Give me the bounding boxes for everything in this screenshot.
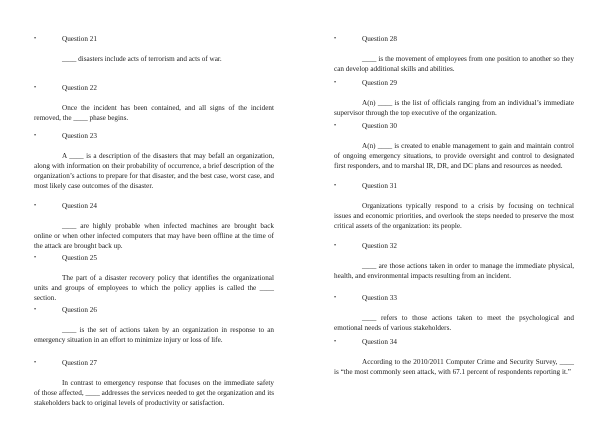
- question-label: Question 34: [362, 338, 397, 346]
- question-item: [34, 358, 274, 408]
- question-text: According to the 2010/2011 Computer Crime and Security Survey, ____ is “the most commonly seen attack, with 67.1 percent of respondents reporting it.”: [334, 358, 574, 376]
- question-item: [34, 253, 274, 305]
- question-label: Question 31: [362, 182, 397, 190]
- question-label: Question 32: [362, 242, 397, 250]
- question-item: [34, 131, 274, 201]
- question-text: ____ are those actions taken in order to manage the immediate physical, health, and environmental impacts resulting from an incident.: [334, 262, 574, 280]
- question-item: [34, 34, 274, 83]
- question-text: ____ refers to those actions taken to meet the psychological and emotional needs of various stakeholders.: [334, 314, 574, 332]
- question-item: [334, 181, 574, 241]
- question-text: A(n) ____ is the list of officials ranging from an individual’s immediate supervisor through the top executive of the organization.: [334, 99, 574, 117]
- question-label: Question 23: [62, 132, 97, 140]
- question-item: [34, 201, 274, 253]
- question-text: ____ disasters include acts of terrorism and acts of war.: [62, 55, 222, 63]
- question-item: [34, 83, 274, 131]
- question-text: Once the incident has been contained, and all signs of the incident removed, the ____ phase begins.: [34, 104, 274, 122]
- question-text: A(n) ____ is created to enable management to gain and maintain control of ongoing emergency situations, to provide oversight and control to designated first responders, and to marshal IR, DR, and DC plans and resources as needed.: [334, 142, 574, 170]
- bullet-icon: •: [34, 307, 37, 313]
- right-column: [334, 34, 574, 377]
- question-text: The part of a disaster recovery policy that identifies the organizational units and groups of employees to which the policy applies is called the ____ section.: [34, 274, 274, 302]
- question-item: [334, 293, 574, 337]
- question-item: [334, 34, 574, 78]
- question-label: Question 25: [62, 254, 97, 262]
- question-text: ____ is the set of actions taken by an organization in response to an emergency situation in an effort to minimize injury or loss of life.: [34, 326, 274, 344]
- question-text: ____ is the movement of employees from one position to another so they can develop additional skills and abilities.: [334, 55, 574, 73]
- question-label: Question 26: [62, 306, 97, 314]
- question-item: [334, 337, 574, 377]
- bullet-icon: •: [334, 183, 337, 189]
- question-item: [334, 78, 574, 121]
- question-text: A ____ is a description of the disasters that may befall an organization, along with information on their probability of occurrence, a brief description of the organization’s actions to prepare for that disaster, and the best case, worst case, and most likely case outcomes of the disaster.: [34, 152, 274, 190]
- bullet-icon: •: [34, 36, 37, 42]
- bullet-icon: •: [334, 36, 337, 42]
- bullet-icon: •: [334, 243, 337, 249]
- bullet-icon: •: [34, 255, 37, 261]
- question-label: Question 30: [362, 122, 397, 130]
- bullet-icon: •: [34, 203, 37, 209]
- question-label: Question 21: [62, 35, 97, 43]
- question-label: Question 29: [362, 79, 397, 87]
- question-text: Organizations typically respond to a crisis by focusing on technical issues and economic priorities, and overlook the steps needed to preserve the most critical assets of the organization: its people.: [334, 202, 574, 230]
- question-text: In contrast to emergency response that focuses on the immediate safety of those affected, ____ addresses the services needed to get the organization and its stakeholders back to original levels of productivity or satisfaction.: [34, 379, 274, 407]
- question-item: [334, 121, 574, 181]
- bullet-icon: •: [34, 133, 37, 139]
- question-label: Question 27: [62, 359, 97, 367]
- question-label: Question 22: [62, 84, 97, 92]
- question-label: Question 28: [362, 35, 397, 43]
- question-label: Question 33: [362, 294, 397, 302]
- left-column: [34, 34, 274, 408]
- bullet-icon: •: [334, 339, 337, 345]
- bullet-icon: •: [34, 85, 37, 91]
- question-item: [334, 241, 574, 293]
- bullet-icon: •: [334, 80, 337, 86]
- question-text: ____ are highly probable when infected machines are brought back online or when other infected computers that may have been offline at the time of the attack are brought back up.: [34, 222, 274, 250]
- bullet-icon: •: [334, 123, 337, 129]
- question-item: [34, 305, 274, 358]
- question-label: Question 24: [62, 202, 97, 210]
- bullet-icon: •: [34, 360, 37, 366]
- bullet-icon: •: [334, 295, 337, 301]
